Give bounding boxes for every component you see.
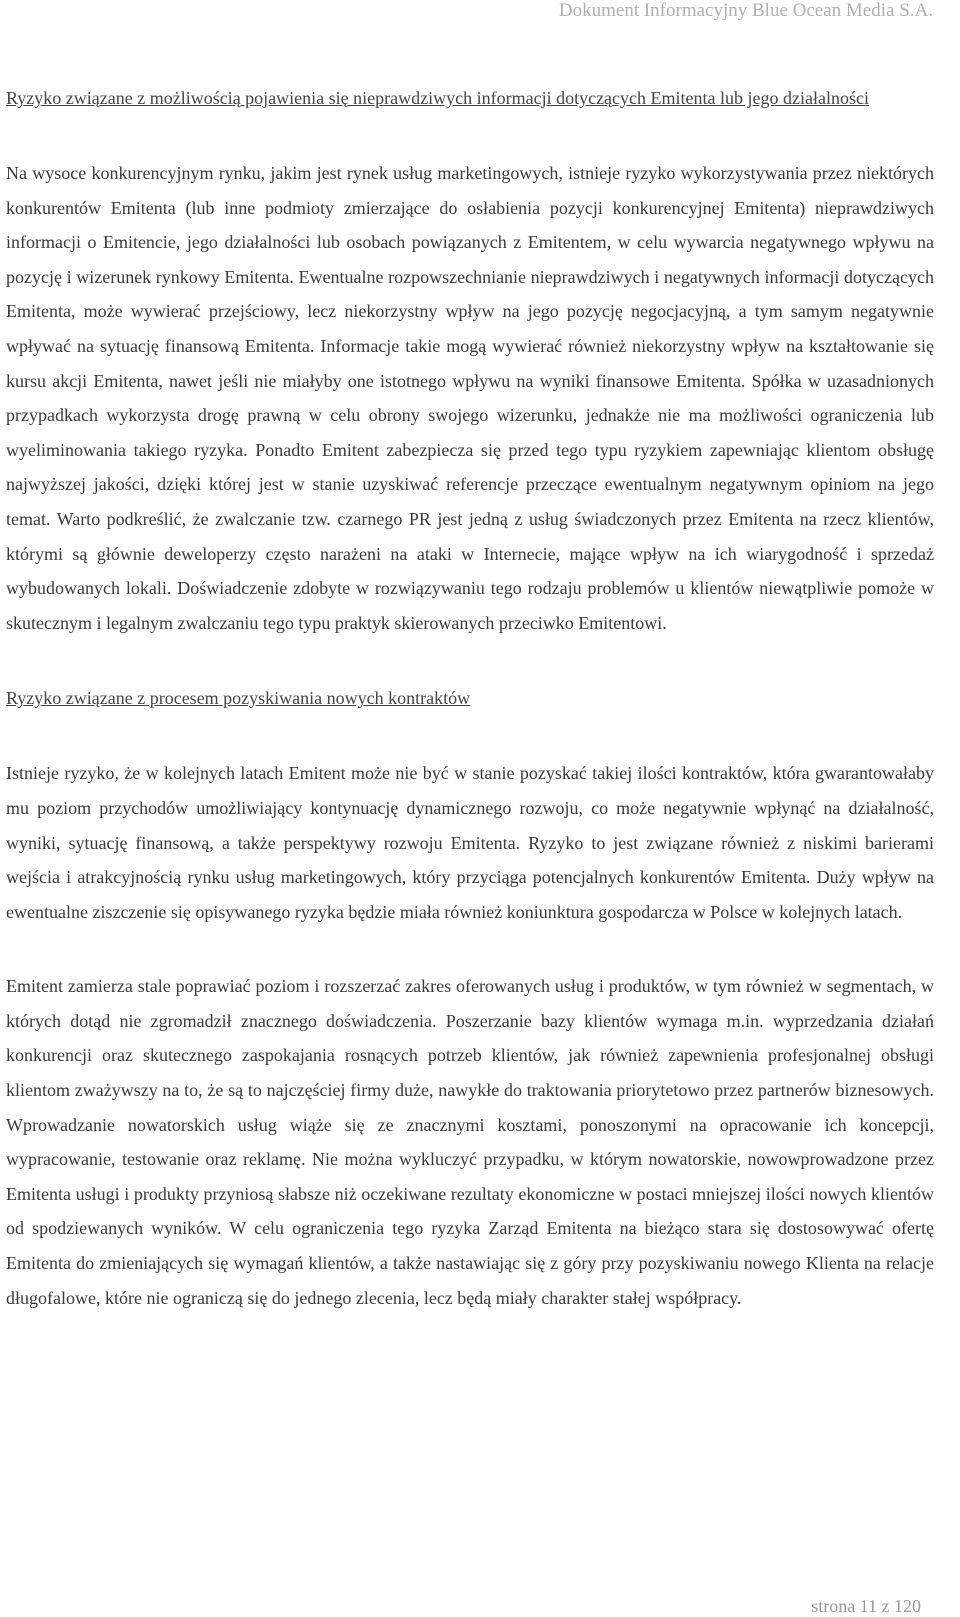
page-number: strona 11 z 120 bbox=[811, 1596, 921, 1616]
document-header: Dokument Informacyjny Blue Ocean Media S.A. bbox=[558, 0, 933, 21]
paragraph-false-information-risk: Na wysoce konkurencyjnym rynku, jakim jest rynek usług marketingowych, istnieje ryzyko wykorzystywania przez niektórych konkurentów Emitenta (lub inne podmioty zmierzające do osłabienia pozycji konkurencyjnej Emitenta) nieprawdziwych informacji o Emitencie, jego działalności lub osobach powiązanych z Emitentem, w celu wywarcia negatywnego wpływu na pozycję i wizerunek rynkowy Emitenta. Ewentualne rozpowszechnianie nieprawdziwych i negatywnych informacji dotyczących Emitenta, może wywierać przejściowy, lecz niekorzystny wpływ na jego pozycję negocjacyjną, a tym samym negatywnie wpływać na sytuację finansową Emitenta. Informacje takie mogą wywierać również niekorzystny wpływ na kształtowanie się kursu akcji Emitenta, nawet jeśli nie miałyby one istotnego wpływu na wyniki finansowe Emitenta. Spółka w uzasadnionych przypadkach wykorzysta drogę prawną w celu obrony swojego wizerunku, jednakże nie ma możliwości ograniczenia lub wyeliminowania takiego ryzyka. Ponadto Emitent zabezpiecza się przed tego typu ryzykiem zapewniając klientom obsługę najwyższej jakości, dzięki której jest w stanie uzyskiwać referencje przeczące ewentualnym negatywnym opiniom na jego temat. Warto podkreślić, że zwalczanie tzw. czarnego PR jest jedną z usług świadczonych przez Emitenta na rzecz klientów, którymi są głównie deweloperzy często narażeni na ataki w Internecie, mające wpływ na ich wiarygodność i sprzedaż wybudowanych lokali. Doświadczenie zdobyte w rozwiązywaniu tego rodzaju problemów u klientów niewątpliwie pomoże w skutecznym i legalnym zwalczaniu tego typu praktyk skierowanych przeciwko Emitentowi. bbox=[6, 163, 934, 633]
paragraph-new-contracts-risk-2: Emitent zamierza stale poprawiać poziom i rozszerzać zakres oferowanych usług i produktów, w tym również w segmentach, w których dotąd nie zgromadził znacznego doświadczenia. Poszerzanie bazy klientów wymaga m.in. wyprzedzania działań konkurencji oraz skutecznego zaspokajania rosnących potrzeb klientów, jak również zapewnienia profesjonalnej obsługi klientom zważywszy na to, że są to najczęściej firmy duże, nawykłe do traktowania priorytetowo przez partnerów biznesowych. Wprowadzanie nowatorskich usług wiąże się ze znacznymi kosztami, ponoszonymi na opracowanie ich koncepcji, wypracowanie, testowanie oraz reklamę. Nie można wykluczyć przypadku, w którym nowatorskie, nowowprowadzone przez Emitenta usługi i produkty przyniosą słabsze niż oczekiwane rezultaty ekonomiczne w postaci mniejszej ilości nowych klientów od spodziewanych wyników. W celu ograniczenia tego ryzyka Zarząd Emitenta na bieżąco stara się dostosowywać ofertę Emitenta do zmieniających się wymagań klientów, a także nastawiając się z góry przy pozyskiwaniu nowego Klienta na relacje długofalowe, które nie ograniczą się do jednego zlecenia, lecz będą miały charakter stałej współpracy. bbox=[6, 976, 934, 1308]
document-body bbox=[6, 80, 934, 1315]
section-title-false-information-risk: Ryzyko związane z możliwością pojawienia się nieprawdziwych informacji dotyczących Emitenta lub jego działalności bbox=[6, 88, 869, 108]
paragraph-new-contracts-risk-1: Istnieje ryzyko, że w kolejnych latach Emitent może nie być w stanie pozyskać takiej ilości kontraktów, która gwarantowałaby mu poziom przychodów umożliwiający kontynuację dynamicznego rozwoju, co może negatywnie wpłynąć na działalność, wyniki, sytuację finansową, a także perspektywy rozwoju Emitenta. Ryzyko to jest związane również z niskimi barierami wejścia i atrakcyjnością rynku usług marketingowych, który przyciąga potencjalnych konkurentów Emitenta. Duży wpływ na ewentualne ziszczenie się opisywanego ryzyka będzie miała również koniunktura gospodarcza w Polsce w kolejnych latach. bbox=[6, 763, 934, 922]
section-title-new-contracts-risk: Ryzyko związane z procesem pozyskiwania nowych kontraktów bbox=[6, 688, 471, 709]
